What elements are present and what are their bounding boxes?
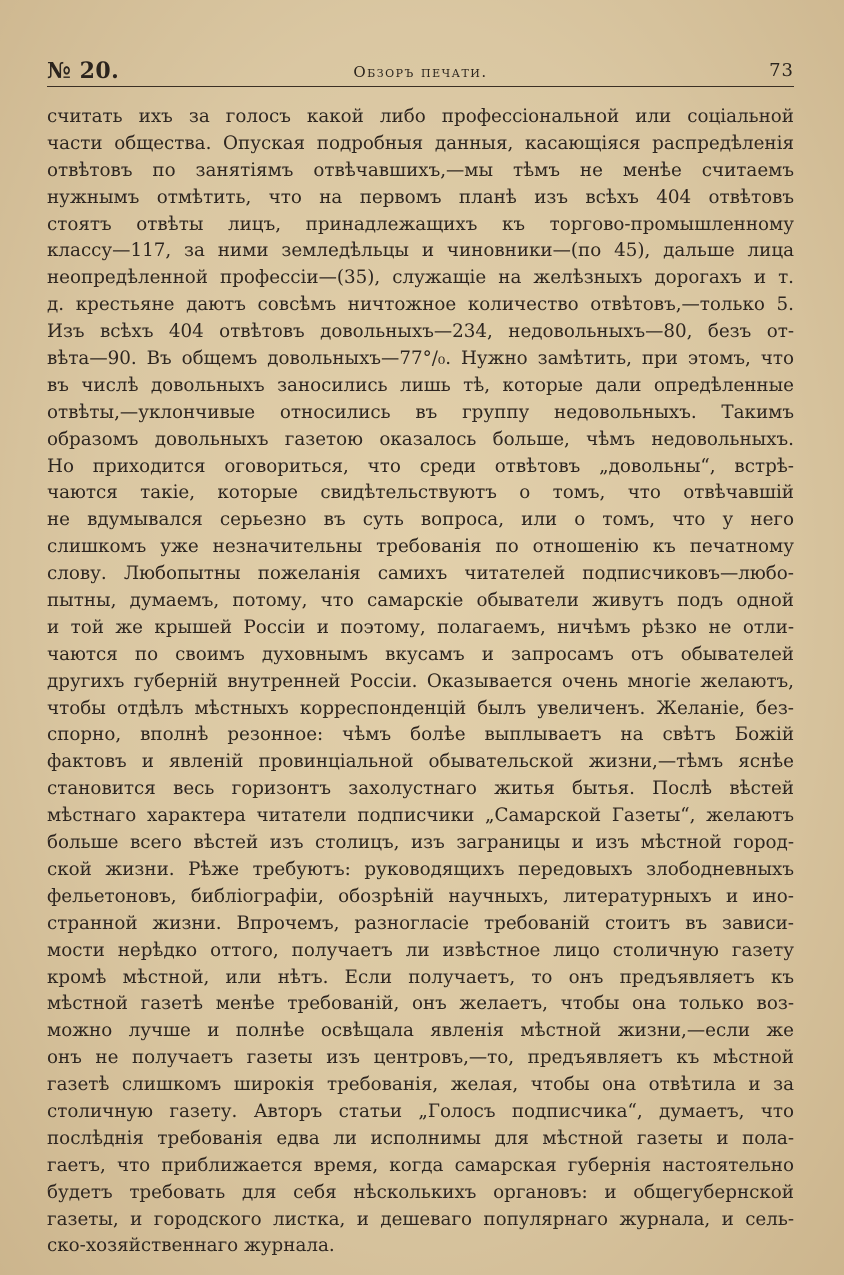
text-line: мѣстнаго характера читатели подписчики „Самарской Газеты“, желаютъ [47,805,794,827]
text-line: стоятъ отвѣты лицъ, принадлежащихъ къ торгово-промышленному [47,213,794,235]
text-line: послѣднія требованія едва ли исполнимы для мѣстной газеты и пола- [47,1127,794,1149]
text-line: чаются по своимъ духовнымъ вкусамъ и запросамъ отъ обывателей [47,643,794,665]
text-line: онъ не получаетъ газеты изъ центровъ,—то, предъявляетъ къ мѣстной [47,1047,794,1069]
issue-number: № 20. [47,58,120,84]
text-line: фельетоновъ, библіографіи, обозрѣній научныхъ, литературныхъ и ино- [47,885,794,907]
text-line: Но приходится оговориться, что среди отвѣтовъ „довольны“, встрѣ- [47,455,794,477]
text-line: газетѣ слишкомъ широкія требованія, желая, чтобы она отвѣтила и за [47,1074,794,1096]
text-line: чаются такіе, которые свидѣтельствуютъ о томъ, что отвѣчавшій [47,482,794,504]
text-line: спорно, вполнѣ резонное: чѣмъ болѣе выплываетъ на свѣтъ Божій [47,724,794,746]
section-title: Обзоръ печати. [353,63,488,81]
text-line: классу—117, за ними земледѣльцы и чиновники—(по 45), дальше лица [47,240,794,262]
text-line: вѣта—90. Въ общемъ довольныхъ—77°/₀. Нужно замѣтить, при этомъ, что [47,348,794,370]
text-line: газеты, и городского листка, и дешеваго популярнаго журнала, и сель- [47,1208,794,1230]
text-line: можно лучше и полнѣе освѣщала явленія мѣстной жизни,—если же [47,1020,794,1042]
text-line: ской жизни. Рѣже требуютъ: руководящихъ передовыхъ злободневныхъ [47,858,794,880]
text-line: фактовъ и явленій провинціальной обывательской жизни,—тѣмъ яснѣе [47,751,794,773]
text-line: и той же крышей Россіи и поэтому, полагаемъ, ничѣмъ рѣзко не отли- [47,616,794,638]
text-line: неопредѣленной профессіи—(35), служащіе на желѣзныхъ дорогахъ и т. [47,267,794,289]
text-line: въ числѣ довольныхъ заносились лишь тѣ, которые дали опредѣленные [47,374,794,396]
text-line: чтобы отдѣлъ мѣстныхъ корреспонденцій былъ увеличенъ. Желаніе, без- [47,697,794,719]
text-line: Изъ всѣхъ 404 отвѣтовъ довольныхъ—234, недовольныхъ—80, безъ от- [47,321,794,343]
text-line: ско-хозяйственнаго журнала. [47,1235,335,1257]
text-line: образомъ довольныхъ газетою оказалось больше, чѣмъ недовольныхъ. [47,428,794,450]
text-line: становится весь горизонтъ захолустнаго житья бытья. Послѣ вѣстей [47,778,794,800]
text-line: части общества. Опуская подробныя данныя, касающіяся распредѣленія [47,132,794,154]
text-line: отвѣтовъ по занятіямъ отвѣчавшихъ,—мы тѣмъ не менѣе считаемъ [47,159,794,181]
header-rule [47,86,794,87]
text-line: пытны, думаемъ, потому, что самарскіе обыватели живутъ подъ одной [47,590,794,612]
text-line: больше всего вѣстей изъ столицъ, изъ заграницы и изъ мѣстной город- [47,832,794,854]
page-number: 73 [769,60,794,81]
text-line: д. крестьяне даютъ совсѣмъ ничтожное количество отвѣтовъ,—только 5. [47,294,794,316]
text-line: кромѣ мѣстной, или нѣтъ. Если получаетъ, то онъ предъявляетъ къ [47,966,794,988]
article-text [47,104,794,1260]
text-line: гаетъ, что приближается время, когда самарская губернія настоятельно [47,1154,794,1176]
text-line: не вдумывался серьезно въ суть вопроса, или о томъ, что у него [47,509,794,531]
text-line: нужнымъ отмѣтить, что на первомъ планѣ изъ всѣхъ 404 отвѣтовъ [47,186,794,208]
text-line: слову. Любопытны пожеланія самихъ читателей подписчиковъ—любо- [47,563,794,585]
running-header [47,58,794,88]
text-line: мости нерѣдко оттого, получаетъ ли извѣстное лицо столичную газету [47,939,794,961]
text-line: странной жизни. Впрочемъ, разногласіе требованій стоитъ въ зависи- [47,912,794,934]
text-line: отвѣты,—уклончивые относились въ группу недовольныхъ. Такимъ [47,401,794,423]
text-line: будетъ требовать для себя нѣсколькихъ органовъ: и общегубернской [47,1181,794,1203]
text-line: считать ихъ за голосъ какой либо профессіональной или соціальной [47,106,794,127]
text-line: мѣстной газетѣ менѣе требованій, онъ желаетъ, чтобы она только воз- [47,993,794,1015]
text-line: слишкомъ уже незначительны требованія по отношенію къ печатному [47,536,794,558]
text-line: столичную газету. Авторъ статьи „Голосъ подписчика“, думаетъ, что [47,1100,794,1122]
text-line: другихъ губерній внутренней Россіи. Оказывается очень многіе желаютъ, [47,670,794,692]
